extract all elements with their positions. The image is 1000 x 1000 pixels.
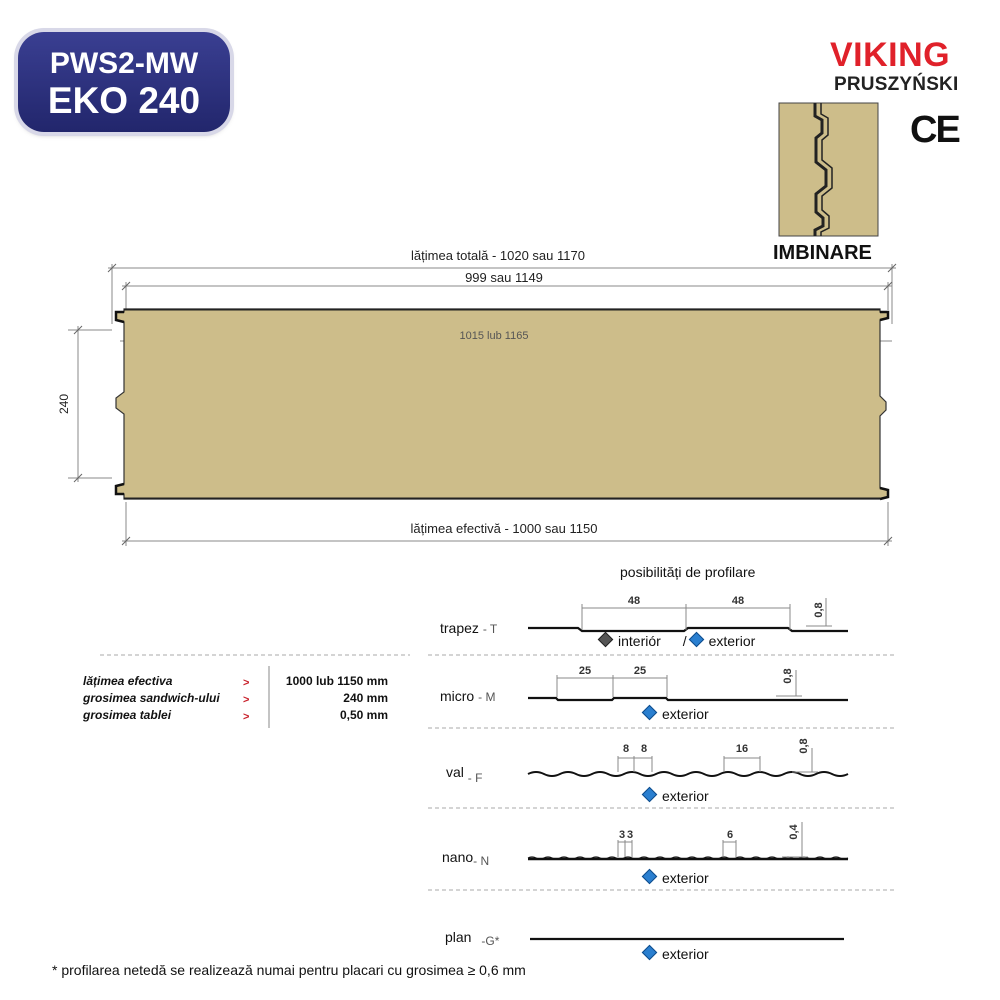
trapez-legend — [600, 633, 755, 649]
total-width-label: lățimea totală - 1020 sau 1170 — [411, 248, 585, 263]
trapez-legend-exterior: exterior — [708, 633, 756, 649]
trapez-legend-interior: interiór — [618, 633, 661, 649]
brand-name: VIKING — [830, 36, 951, 74]
val-legend — [644, 788, 709, 804]
profile-nano-name: nano — [442, 849, 474, 865]
micro-dim-2: 25 — [633, 665, 647, 677]
profile-micro-drawing — [528, 665, 848, 700]
profile-nano-label — [442, 849, 490, 868]
val-dim-3: 16 — [735, 743, 749, 755]
product-code: PWS2-MW — [49, 47, 199, 80]
inner-width-label: 999 sau 1149 — [465, 270, 543, 285]
profile-micro-label — [440, 688, 495, 704]
profile-plan-name: plan — [445, 929, 472, 945]
spec-label-sandwich-thickness: grosimea sandwich-ului — [83, 691, 220, 705]
effective-width-label: lățimea efectivă - 1000 sau 1150 — [410, 521, 598, 536]
nano-legend-exterior: exterior — [662, 870, 709, 886]
trapez-legend-separator: / — [682, 633, 687, 649]
specs-separators — [0, 640, 420, 740]
footnote: * profilarea netedă se realizează numai pentru placari cu grosimea ≥ 0,6 mm — [52, 962, 526, 978]
plan-legend — [644, 946, 709, 962]
profile-micro-code: - M — [478, 690, 496, 704]
spec-arrow: > — [243, 694, 250, 706]
product-series: EKO 240 — [47, 80, 201, 121]
spec-arrow: > — [243, 711, 250, 723]
profile-val-name: val — [446, 764, 464, 780]
micro-legend-exterior: exterior — [662, 706, 709, 722]
nano-legend — [644, 870, 709, 886]
spec-value-sheet-thickness: 0,50 mm — [339, 708, 388, 722]
profile-val-code: - F — [467, 771, 483, 785]
plan-legend-exterior: exterior — [662, 946, 709, 962]
thickness-label: 240 — [57, 393, 71, 415]
spec-value-effective-width: 1000 lub 1150 mm — [285, 674, 388, 688]
spec-arrow: > — [243, 677, 250, 689]
joint-label: IMBINARE — [773, 242, 872, 264]
val-legend-exterior: exterior — [662, 788, 709, 804]
profile-plan-label — [445, 929, 500, 948]
micro-legend — [644, 706, 709, 722]
spec-label-sheet-thickness: grosimea tablei — [83, 708, 172, 722]
profile-trapez-code: - T — [482, 622, 498, 636]
interior-diamond-icon — [598, 632, 614, 648]
profile-nano-code: - N — [473, 854, 490, 868]
val-dim-1: 8 — [622, 743, 630, 755]
profile-micro-name: micro — [440, 688, 475, 704]
micro-height: 0,8 — [782, 668, 794, 684]
exterior-diamond-icon — [688, 632, 704, 648]
profile-nano-drawing — [528, 822, 848, 859]
spec-label-effective-width: lățimea efectiva — [83, 674, 173, 688]
profile-trapez-label — [440, 620, 497, 636]
trapez-dim-2: 48 — [731, 595, 745, 607]
val-height: 0,8 — [798, 738, 810, 754]
profile-trapez-drawing — [528, 595, 848, 631]
trapez-dim-1: 48 — [627, 595, 641, 607]
nano-dim-1: 3 — [618, 829, 626, 841]
profiles-title: posibilități de profilare — [620, 564, 756, 580]
profile-val-label — [446, 764, 483, 785]
nano-height: 0,4 — [788, 824, 800, 840]
micro-dim-1: 25 — [578, 665, 592, 677]
val-dim-2: 8 — [640, 743, 648, 755]
nano-dim-2: 3 — [626, 829, 634, 841]
nano-dim-3: 6 — [726, 829, 734, 841]
spec-value-sandwich-thickness: 240 mm — [343, 691, 388, 705]
profile-val-drawing — [528, 738, 848, 776]
exterior-diamond-icon — [642, 787, 658, 803]
profile-trapez-name: trapez — [440, 620, 479, 636]
center-dimension-label: 1015 lub 1165 — [459, 330, 529, 342]
exterior-diamond-icon — [642, 869, 658, 885]
ce-mark: CE — [910, 109, 959, 151]
trapez-height: 0,8 — [813, 602, 825, 618]
exterior-diamond-icon — [642, 705, 658, 721]
profile-plan-code: -G* — [481, 934, 500, 948]
exterior-diamond-icon — [642, 945, 658, 961]
brand-subname: PRUSZYŃSKI — [834, 74, 959, 95]
